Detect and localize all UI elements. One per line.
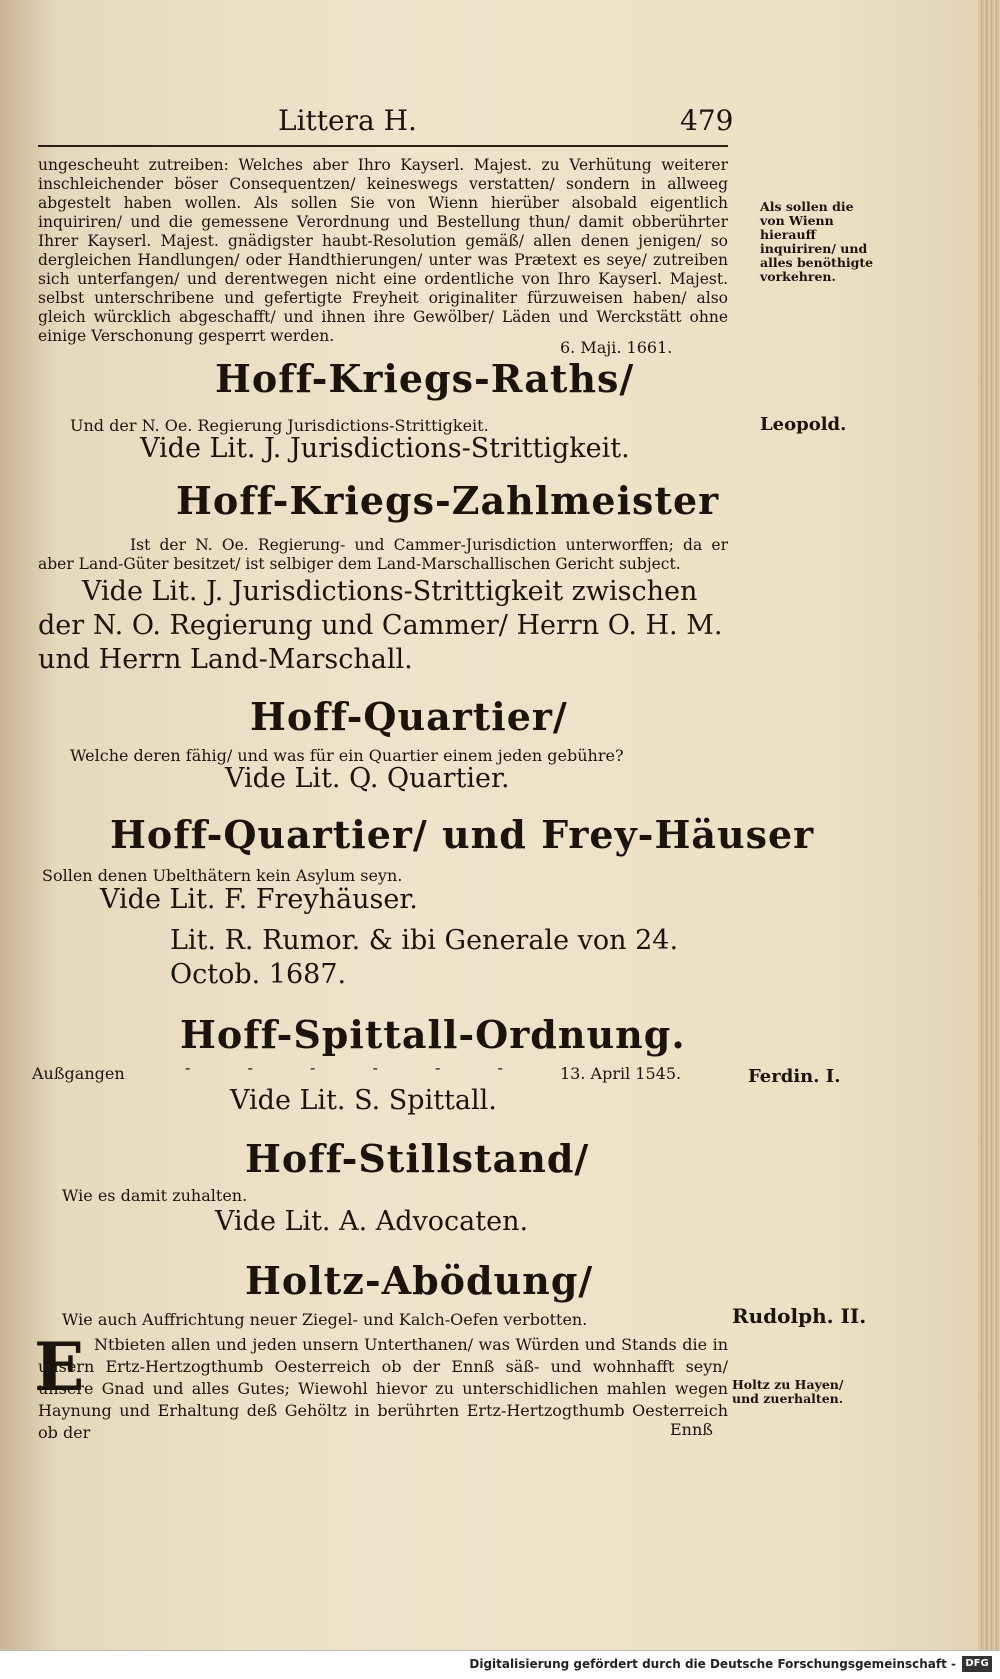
page-number: 479 [680,104,734,137]
heading-hoff-kriegs-zahlmeister: Hoff-Kriegs-Zahlmeister [176,478,720,523]
margin-name-rudolph: Rudolph. II. [732,1304,867,1328]
subtitle-jurisdiction: Und der N. Oe. Regierung Jurisdictions-Strittigkeit. [70,416,489,435]
intro-date: 6. Maji. 1661. [560,338,673,357]
page-edge [978,0,1000,1650]
subtitle-stillstand: Wie es damit zuhalten. [62,1186,248,1205]
header-rule [38,145,728,147]
subtitle-quartier: Welche deren fähig/ und was für ein Quartier einem jeden gebühre? [70,746,624,765]
reference-spittall: Vide Lit. S. Spittall. [230,1085,497,1116]
heading-hoff-kriegs-raths: Hoff-Kriegs-Raths/ [215,356,635,401]
reference-rumor: Lit. R. Rumor. & ibi Generale von 24. Octob. 1687. [170,925,679,990]
subtitle-ziegel-kalch-oefen: Wie auch Auffrichtung neuer Ziegel- und Kalch-Oefen verbotten. [62,1310,588,1329]
dfg-logo-icon: DFG [962,1656,992,1672]
text-zahlmeister: Ist der N. Oe. Regierung- und Cammer-Jurisdiction unterworffen; da er aber Land-Güter besitzet/ ist selbiger dem Land-Marschallischen Gericht subject. [38,536,728,573]
intro-paragraph: ungescheuht zutreiben: Welches aber Ihro Kayserl. Majest. zu Verhütung weiterer inschleichender böser Consequentzen/ keineswegs verstatten/ sondern in allweeg abgestelt haben wollen. Als sollen Sie von Wienn hierüber alsobald eigentlich inquiriren/ und die gemessene Verordnung und Bestellung thun/ damit obberührter Ihrer Kayserl. Majest. gnädigster haubt-Resolution gemäß/ allen denen jenigen/ so dergleichen Handlungen/ oder Handthierungen/ unter was Prætext es seye/ zutreiben sich unterfangen/ und derentwegen nicht eine ordentliche von Ihro Kayserl. Majest. selbst unterschribene und gefertigte Freyheit originaliter fürzuweisen haben/ also gleich würcklich abgeschafft/ und ihnen ihre Gewölber/ Läden und Werckstätt ohne einige Verschonung gesperrt werden. [38,156,728,345]
margin-name-ferdinand: Ferdin. I. [748,1066,841,1087]
subtitle-asylum: Sollen denen Ubelthätern kein Asylum seyn. [42,866,403,885]
leader-dots: - - - - - - [185,1058,529,1077]
text-holtz-aboedung: Ntbieten allen und jeden unsern Unterthanen/ was Würden und Stands die in unsern Ertz-Hertzogthumb Oesterreich ob der Ennß säß- und wohnhafft seyn/ unsere Gnad und alles Gutes; Wiewohl hievor zu unterschidlichen mahlen wegen Haynung und Erhaltung deß Gehöltz in berührten Ertz-Hertzogthumb Oesterreich ob der [38,1335,728,1442]
reference-jurisdictions-long: Vide Lit. J. Jurisdictions-Strittigkeit zwischen der N. O. Regierung und Cammer/ Herrn O. H. M. und Herrn Land-Marschall. [38,576,723,675]
running-title: Littera H. [278,104,417,137]
heading-hoff-quartier: Hoff-Quartier/ [250,694,568,739]
decorated-initial: E [34,1328,85,1406]
label-ausgangen: Außgangen [32,1064,125,1083]
margin-note-inquiry: Als sollen die von Wienn hierauff inquiriren/ und alles benöthigte vorkehren. [760,199,874,284]
footer-bar [0,1650,1000,1679]
reference-quartier: Vide Lit. Q. Quartier. [225,763,510,794]
date-13-april-1545: 13. April 1545. [560,1064,682,1083]
footer-text: Digitalisierung gefördert durch die Deutsche Forschungsgemeinschaft - [469,1657,956,1671]
reference-freyhaeuser: Vide Lit. F. Freyhäuser. [100,884,418,915]
margin-note-holtz: Holtz zu Hayen/ und zuerhalten. [732,1377,844,1406]
reference-advocaten: Vide Lit. A. Advocaten. [215,1206,529,1237]
heading-hoff-stillstand: Hoff-Stillstand/ [245,1136,590,1181]
margin-name-leopold: Leopold. [760,414,847,435]
heading-hoff-quartier-frey-haeuser: Hoff-Quartier/ und Frey-Häuser [110,812,815,857]
heading-hoff-spittall-ordnung: Hoff-Spittall-Ordnung. [180,1012,686,1057]
heading-holtz-aboedung: Holtz-Abödung/ [245,1258,594,1303]
reference-jurisdictions: Vide Lit. J. Jurisdictions-Strittigkeit. [140,433,630,464]
catchword: Ennß [670,1420,713,1439]
